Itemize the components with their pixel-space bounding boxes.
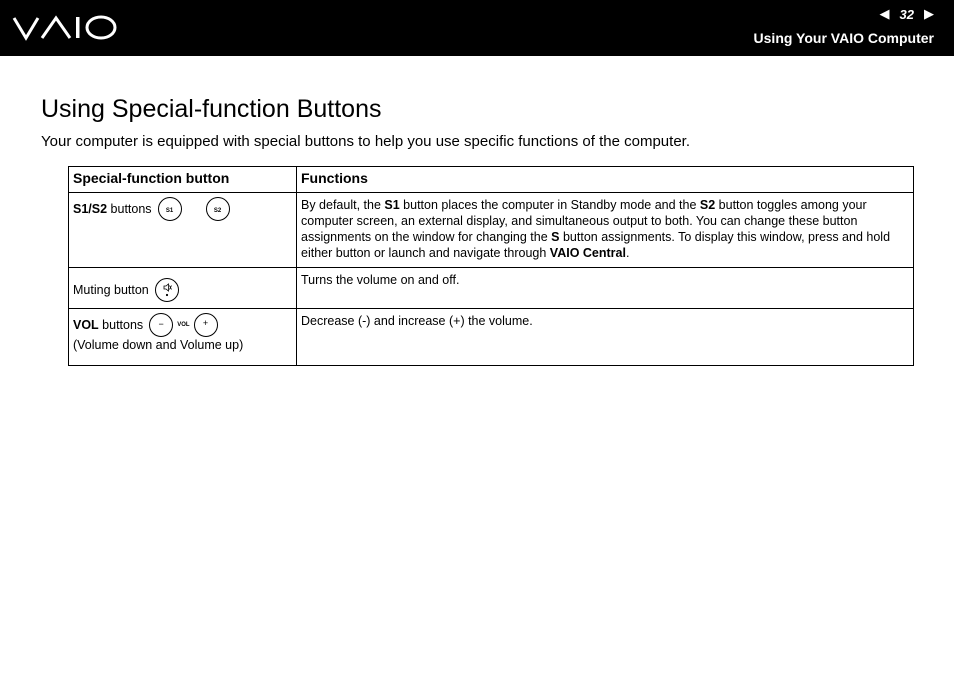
previous-page-icon[interactable]: ◀ [879, 6, 890, 21]
section-title: Using Your VAIO Computer [753, 30, 934, 46]
page-title: Using Special-function Buttons [41, 95, 382, 123]
table-row [69, 268, 914, 309]
button-label: buttons [98, 318, 144, 332]
s1-button-icon: S1 [158, 197, 182, 221]
column-header-functions: Functions [297, 167, 914, 193]
button-cell [69, 193, 297, 268]
s2-button-icon: S2 [206, 197, 230, 221]
volume-up-icon: + [194, 313, 218, 337]
function-description: Decrease (-) and increase (+) the volume. [297, 309, 914, 366]
intro-paragraph: Your computer is equipped with special buttons to help you use specific functions of the computer. [41, 133, 690, 150]
column-header-button: Special-function button [69, 167, 297, 193]
page-navigation [880, 6, 934, 22]
function-description: By default, the S1 button places the computer in Standby mode and the S2 button toggles among your computer screen, an external display, and simultaneous output to both. You can change these button assignments on the window for changing the S button assignments. To display this window, press and hold either button or launch and navigate through VAIO Central. [297, 193, 914, 268]
button-name: VOL [73, 318, 99, 332]
table-row [69, 309, 914, 366]
button-label: Muting button [73, 283, 149, 297]
page-header [0, 0, 954, 56]
table-header-row [69, 167, 914, 193]
special-function-table [68, 166, 914, 366]
function-description: Turns the volume on and off. [297, 268, 914, 309]
button-subtext: (Volume down and Volume up) [73, 338, 244, 352]
button-cell [69, 309, 297, 366]
vaio-logo [12, 12, 120, 42]
page-number: 32 [899, 6, 914, 22]
mute-speaker-icon [155, 278, 179, 302]
volume-down-icon: − [149, 313, 173, 337]
vol-label: VOL [177, 322, 190, 328]
table-row [69, 193, 914, 268]
button-label: buttons [107, 202, 152, 216]
next-page-icon[interactable]: ▶ [924, 6, 934, 21]
button-name: S1/S2 [73, 202, 108, 216]
button-cell [69, 268, 297, 309]
